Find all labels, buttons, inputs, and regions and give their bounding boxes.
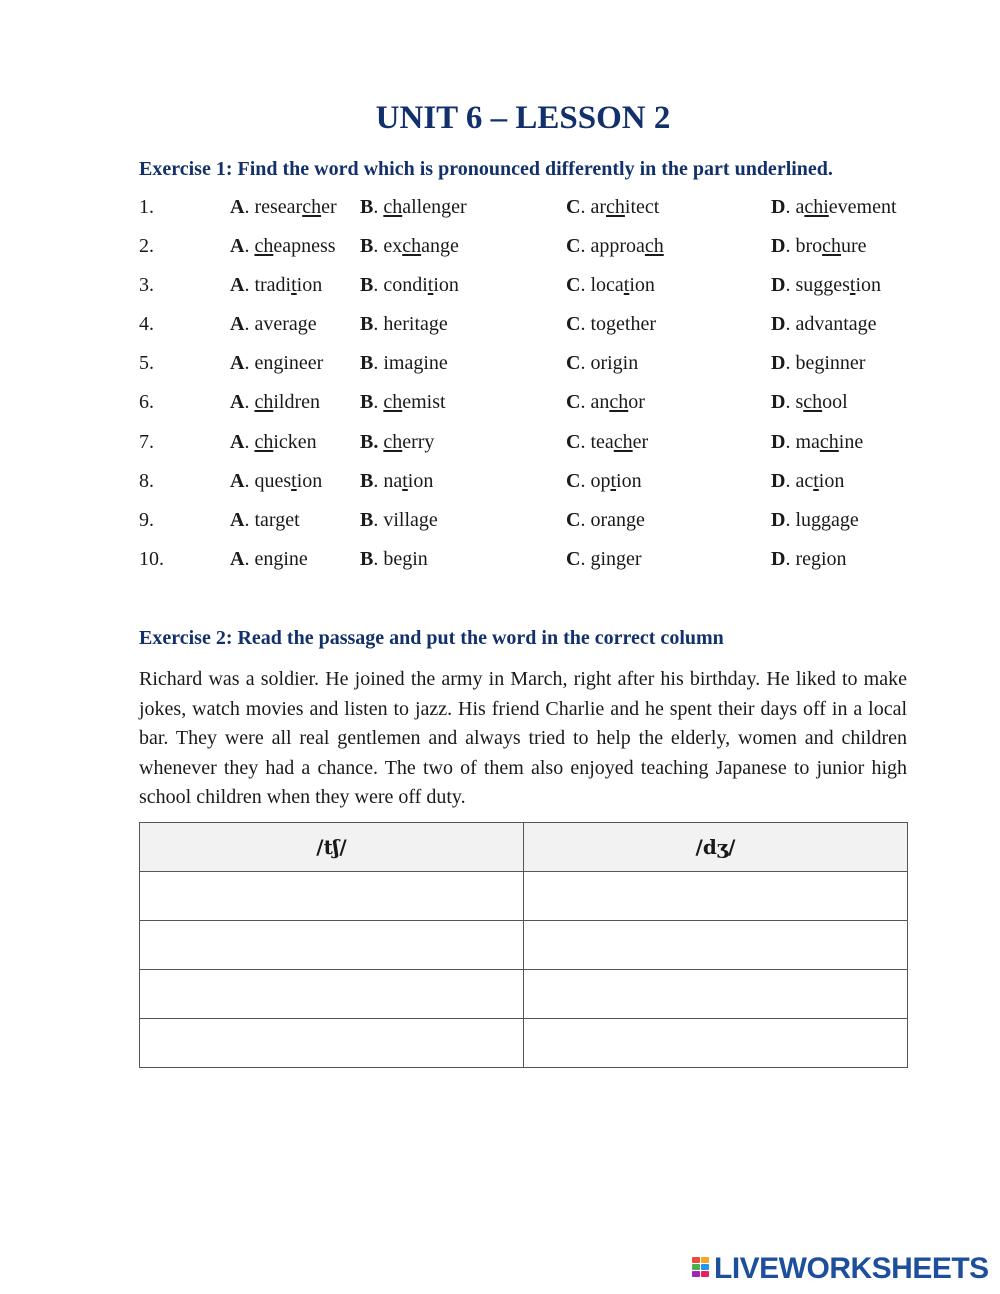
option-letter: B [360, 274, 374, 297]
option-word-end: e [636, 508, 645, 531]
answer-option [771, 196, 897, 219]
option-word-start: ma [795, 430, 820, 453]
option-word-start: tradi [254, 274, 292, 297]
option-underlined-part: t [813, 469, 819, 492]
option-separator: . [785, 274, 796, 297]
option-separator: . [244, 274, 255, 297]
option-letter: B [360, 391, 374, 414]
answer-option [230, 313, 317, 336]
dzh-answer-cell[interactable] [524, 872, 908, 921]
option-word-end: ool [822, 391, 848, 414]
liveworksheets-brand [692, 1253, 989, 1285]
option-separator: . [244, 430, 255, 453]
option-letter: D [771, 469, 786, 492]
option-word-start: an [590, 391, 610, 414]
option-word-end: ange [421, 235, 459, 258]
sound-table-header-row [140, 823, 908, 872]
question-row [139, 274, 919, 313]
option-word-start: op [590, 469, 611, 492]
option-word-end: e [307, 313, 317, 336]
option-letter: C [566, 430, 581, 453]
answer-option [360, 274, 459, 297]
option-word-end: ildren [273, 391, 320, 414]
answer-option [771, 548, 847, 571]
answer-option [230, 352, 323, 375]
exercise-2-passage: Richard was a soldier. He joined the army in March, right after his birthday. He liked to make jokes, watch movies and listen to jazz. His friend Charlie and he spent their days off in a local bar. They were all real gentlemen and always tried to help the elderly, women and children whenever they had a chance. The two of them also enjoyed teaching Japanese to junior high school children when they were off duty. [139, 668, 907, 809]
option-word-start: villa [383, 508, 419, 531]
question-number: 3. [139, 274, 154, 297]
option-underlined-part: g [839, 508, 850, 531]
answer-option [771, 509, 859, 532]
option-underlined-part: t [291, 469, 297, 492]
option-letter: C [566, 196, 581, 218]
option-word-start: avera [254, 313, 298, 336]
option-separator: . [785, 352, 796, 375]
option-word-start: bro [795, 235, 823, 258]
dzh-answer-cell[interactable] [524, 970, 908, 1019]
option-underlined-part: g [616, 547, 627, 570]
option-letter: C [566, 274, 581, 297]
option-word-end: erry [402, 430, 435, 453]
option-word-end: inner [824, 352, 866, 375]
option-letter: A [230, 508, 245, 531]
option-separator: . [244, 235, 255, 258]
option-separator: . [244, 508, 255, 531]
option-word-end: icken [273, 430, 317, 453]
option-letter: D [771, 196, 786, 218]
option-word-start: oran [590, 508, 626, 531]
option-word-start: advanta [795, 313, 858, 336]
option-underlined-part: t [849, 274, 856, 297]
option-word-start: loca [590, 274, 624, 297]
answer-option [360, 391, 446, 414]
option-word-start: lugga [795, 508, 840, 531]
option-separator: . [785, 430, 796, 453]
liveworksheets-logo-icon [692, 1256, 710, 1282]
question-number: 2. [139, 235, 154, 258]
option-word-start: a [795, 196, 805, 218]
option-word-start: be [795, 352, 815, 375]
option-underlined-part: t [623, 274, 630, 297]
question-row [139, 509, 919, 548]
answer-option [360, 352, 448, 375]
answer-option [566, 391, 645, 414]
option-underlined-part: g [606, 313, 617, 336]
option-underlined-part: ch [254, 235, 274, 258]
option-separator: . [785, 391, 796, 414]
option-underlined-part: t [402, 469, 408, 492]
option-letter: C [566, 391, 581, 414]
tsh-answer-cell[interactable] [140, 921, 524, 970]
answer-option [566, 431, 648, 454]
option-underlined-part: g [273, 547, 284, 570]
option-separator: . [785, 313, 796, 336]
option-letter: A [230, 469, 245, 492]
sound-column-header-dzh: /dʒ/ [524, 823, 908, 872]
option-word-start: sugges [795, 274, 850, 297]
option-word-start: tar [254, 508, 276, 531]
answer-option [360, 235, 459, 258]
option-separator: . [580, 430, 591, 453]
option-separator: . [785, 196, 796, 218]
sound-table-row [140, 872, 908, 921]
option-separator: . [580, 352, 591, 375]
option-separator: . [373, 196, 384, 218]
option-underlined-part: chi [804, 196, 829, 218]
option-separator: . [244, 196, 255, 218]
option-separator: . [785, 235, 796, 258]
question-row [139, 313, 919, 352]
option-separator: . [373, 313, 384, 336]
sound-table-row [140, 970, 908, 1019]
question-row [139, 548, 919, 587]
question-row [139, 431, 919, 470]
option-underlined-part: ch [383, 391, 403, 414]
option-word-start: ex [383, 235, 403, 258]
option-underlined-part: g [811, 547, 821, 570]
option-underlined-part: g [273, 352, 284, 375]
option-separator: . [580, 391, 591, 414]
option-letter: A [230, 391, 245, 414]
option-word-end: itect [624, 196, 660, 218]
answer-option [360, 431, 434, 454]
option-word-end: in [412, 547, 428, 570]
option-underlined-part: g [428, 313, 439, 336]
answer-option [771, 313, 877, 336]
option-word-end: ion [296, 469, 323, 492]
option-word-end: evement [828, 196, 897, 218]
option-separator: . [373, 235, 384, 258]
option-word-end: emist [402, 391, 446, 414]
answer-option [771, 274, 881, 297]
question-row [139, 352, 919, 391]
option-letter: A [230, 313, 245, 336]
option-letter: B [360, 313, 374, 336]
option-letter: C [566, 547, 581, 570]
option-letter: A [230, 274, 245, 297]
option-word-end: er [632, 430, 649, 453]
option-word-end: ion [407, 469, 434, 492]
option-letter: C [566, 469, 581, 492]
option-word-end: ion [629, 274, 655, 297]
option-separator: . [580, 313, 591, 336]
option-letter: B. [360, 430, 379, 453]
answer-option [566, 274, 655, 297]
option-separator: . [373, 352, 384, 375]
option-separator: . [785, 469, 796, 492]
option-word-end: ine [838, 430, 864, 453]
option-letter: B [360, 469, 374, 492]
option-separator: . [244, 313, 255, 336]
option-letter: C [566, 235, 581, 258]
option-separator: . [244, 469, 255, 492]
option-underlined-part: ch [254, 391, 274, 414]
tsh-answer-cell[interactable] [140, 970, 524, 1019]
option-letter: B [360, 352, 374, 375]
question-row [139, 391, 919, 430]
option-word-start: re [795, 547, 811, 570]
option-word-end: allenger [402, 196, 467, 218]
option-word-start: ar [590, 196, 606, 218]
option-underlined-part: ch [402, 235, 422, 258]
option-letter: B [360, 508, 374, 531]
liveworksheets-wordmark: LIVEWORKSHEETS [714, 1252, 989, 1285]
option-word-start: resear [254, 196, 303, 218]
option-word-end: ion [296, 274, 323, 297]
question-number: 7. [139, 430, 154, 453]
option-separator: . [785, 547, 796, 570]
option-word-start: ac [795, 469, 814, 492]
option-word-end: ion [821, 547, 847, 570]
option-word-start: en [254, 352, 274, 375]
question-row [139, 196, 919, 235]
option-separator: . [580, 469, 591, 492]
option-separator: . [373, 274, 384, 297]
option-word-start: ima [383, 352, 414, 375]
option-underlined-part: ch [822, 235, 842, 258]
dzh-answer-cell[interactable] [524, 921, 908, 970]
exercise-1-question-list [139, 196, 919, 587]
option-underlined-part: g [297, 313, 308, 336]
option-word-start: en [254, 547, 274, 570]
option-word-end: e [428, 508, 438, 531]
answer-option [230, 235, 336, 258]
option-letter: A [230, 352, 245, 375]
option-underlined-part: g [814, 352, 825, 375]
answer-option [230, 391, 320, 414]
option-underlined-part: ch [613, 430, 633, 453]
option-underlined-part: g [413, 352, 424, 375]
question-row [139, 470, 919, 509]
option-underlined-part: ch [254, 430, 274, 453]
answer-option [566, 196, 659, 219]
option-separator: . [373, 469, 384, 492]
option-letter: A [230, 547, 245, 570]
option-separator: . [373, 547, 384, 570]
option-separator: . [580, 235, 591, 258]
option-underlined-part: ch [383, 430, 403, 453]
sound-sorting-table [139, 822, 908, 1068]
answer-option [230, 274, 322, 297]
option-word-start: to [590, 313, 607, 336]
option-word-end: er [626, 547, 642, 570]
tsh-answer-cell[interactable] [140, 872, 524, 921]
option-separator: . [580, 547, 591, 570]
answer-option [771, 235, 867, 258]
option-underlined-part: t [291, 274, 297, 297]
question-number: 10. [139, 547, 164, 570]
option-letter: B [360, 196, 374, 218]
option-letter: D [771, 508, 786, 531]
option-underlined-part: ch [803, 391, 823, 414]
option-word-start: s [795, 391, 804, 414]
option-letter: C [566, 352, 581, 375]
option-word-end: eapness [273, 235, 336, 258]
option-letter: A [230, 235, 245, 258]
option-underlined-part: g [402, 547, 413, 570]
option-separator: . [785, 508, 796, 531]
option-underlined-part: ch [819, 430, 839, 453]
option-word-end: or [628, 391, 645, 414]
option-underlined-part: t [610, 469, 617, 492]
option-letter: A [230, 196, 245, 218]
option-letter: A [230, 430, 245, 453]
option-underlined-part: ch [606, 196, 625, 218]
option-underlined-part: g [418, 508, 429, 531]
option-word-start: na [383, 469, 403, 492]
option-separator: . [373, 508, 384, 531]
option-letter: D [771, 313, 786, 336]
option-separator: . [580, 274, 591, 297]
answer-option [230, 431, 317, 454]
option-word-start: herita [383, 313, 429, 336]
option-underlined-part: g [612, 352, 623, 375]
exercise-2-heading: Exercise 2: Read the passage and put the word in the correct column [139, 627, 724, 649]
option-letter: D [771, 274, 786, 297]
option-underlined-part: g [626, 508, 636, 531]
option-word-start: be [383, 547, 403, 570]
question-number: 5. [139, 352, 154, 375]
answer-option [360, 313, 448, 336]
option-word-end: et [285, 508, 300, 531]
option-separator: . [244, 547, 255, 570]
exercise-1-heading: Exercise 1: Find the word which is pronounced differently in the part underlined. [139, 158, 833, 180]
option-separator: . [373, 391, 384, 414]
question-number: 4. [139, 313, 154, 336]
option-word-start: approa [590, 235, 645, 258]
answer-option [360, 196, 467, 219]
sound-table-row [140, 1019, 908, 1068]
dzh-answer-cell[interactable] [524, 1019, 908, 1068]
option-word-end: ion [616, 469, 642, 492]
option-word-end: ion [818, 469, 845, 492]
answer-option [230, 548, 308, 571]
option-word-end: e [849, 508, 859, 531]
question-number: 6. [139, 391, 154, 414]
option-letter: C [566, 508, 581, 531]
answer-option [230, 509, 300, 532]
page-title: UNIT 6 – LESSON 2 [375, 100, 671, 136]
sound-column-header-tsh: /tʃ/ [140, 823, 524, 872]
option-word-start: tea [590, 430, 614, 453]
option-word-start: ques [254, 469, 292, 492]
answer-option [360, 548, 428, 571]
answer-option [566, 548, 642, 571]
question-number: 9. [139, 508, 154, 531]
option-letter: B [360, 547, 374, 570]
option-letter: D [771, 235, 786, 258]
option-word-start: gin [590, 547, 617, 570]
answer-option [566, 235, 664, 258]
option-underlined-part: g [275, 508, 286, 531]
option-word-start: ori [590, 352, 613, 375]
tsh-answer-cell[interactable] [140, 1019, 524, 1068]
answer-option [360, 509, 438, 532]
answer-option [771, 470, 844, 493]
answer-option [230, 470, 322, 493]
answer-option [566, 470, 642, 493]
option-word-end: ure [841, 235, 867, 258]
option-letter: D [771, 352, 786, 375]
option-separator: . [580, 508, 591, 531]
option-letter: D [771, 430, 786, 453]
option-word-end: in [622, 352, 639, 375]
option-underlined-part: ch [383, 196, 403, 218]
question-number: 1. [139, 196, 154, 218]
option-word-end: e [438, 313, 448, 336]
question-row [139, 235, 919, 274]
option-separator: . [244, 352, 255, 375]
option-underlined-part: ch [302, 196, 322, 218]
answer-option [360, 470, 433, 493]
option-word-end: ineer [283, 352, 324, 375]
option-underlined-part: g [857, 313, 868, 336]
option-letter: D [771, 391, 786, 414]
option-word-end: ine [283, 547, 308, 570]
option-word-start: condi [383, 274, 428, 297]
sound-table-row [140, 921, 908, 970]
answer-option [771, 431, 863, 454]
sound-table-body [140, 872, 908, 1068]
answer-option [771, 352, 865, 375]
option-letter: B [360, 235, 374, 258]
answer-option [566, 352, 638, 375]
question-number: 8. [139, 469, 154, 492]
option-word-end: ether [616, 313, 656, 336]
option-separator: . [580, 196, 591, 218]
option-word-end: ine [423, 352, 448, 375]
option-word-end: e [867, 313, 877, 336]
answer-option [771, 391, 848, 414]
option-separator: . [244, 391, 255, 414]
option-underlined-part: t [427, 274, 434, 297]
option-word-end: ion [855, 274, 882, 297]
answer-option [566, 313, 656, 336]
answer-option [230, 196, 337, 219]
option-word-end: ion [433, 274, 459, 297]
option-underlined-part: ch [644, 235, 664, 258]
option-underlined-part: ch [609, 391, 629, 414]
option-word-end: er [321, 196, 337, 218]
option-letter: C [566, 313, 581, 336]
option-letter: D [771, 547, 786, 570]
answer-option [566, 509, 645, 532]
